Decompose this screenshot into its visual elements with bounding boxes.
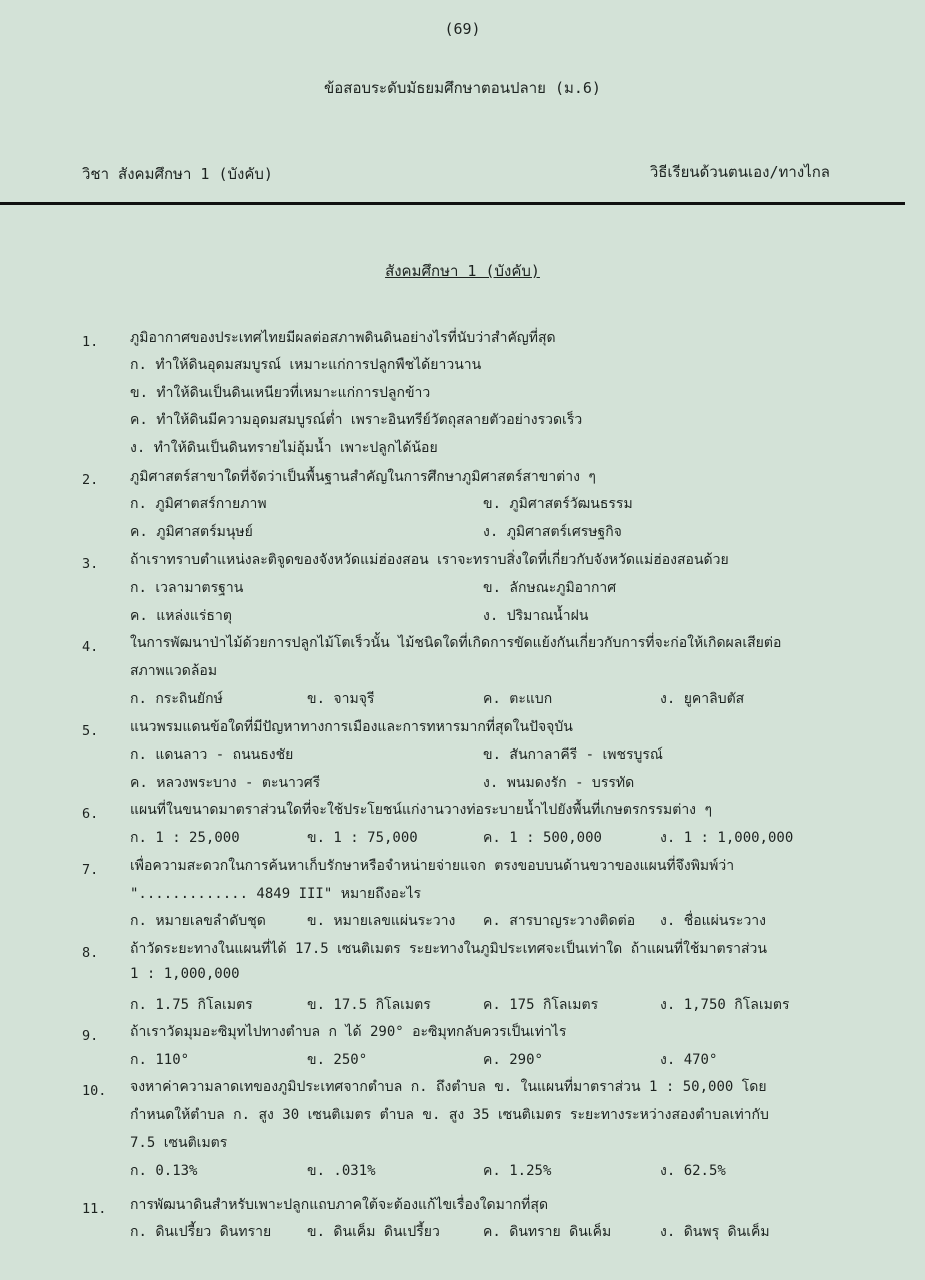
option-d: ง. ทำให้ดินเป็นดินทรายไม่อุ้มน้ำ เพาะปลูกได้น้อย [130, 440, 438, 456]
option-d: ง. พนมดงรัก - บรรทัด [483, 775, 635, 791]
question-text: ถ้าเราทราบตำแหน่งละติจูดของจังหวัดแม่ฮ่องสอน เราจะทราบสิ่งใดที่เกี่ยวกับจังหวัดแม่ฮ่องสอนด้วย [130, 552, 729, 568]
question-text: แผนที่ในขนาดมาตราส่วนใดที่จะใช้ประโยชน์แก่งานวางท่อระบายน้ำไปยังพื้นที่เกษตรกรรมต่าง ๆ [130, 802, 712, 818]
option-b: ข. จามจุรี [307, 691, 375, 707]
question-text: ถ้าวัดระยะทางในแผนที่ได้ 17.5 เซนติเมตร ระยะทางในภูมิประเทศจะเป็นเท่าใด ถ้าแผนที่ใช้มาตราส่วน [130, 941, 767, 957]
question-number: 11. [82, 1201, 107, 1217]
option-c: ค. หลวงพระบาง - ตะนาวศรี [130, 775, 321, 791]
option-b: ข. ลักษณะภูมิอากาศ [483, 580, 617, 596]
subject-label: วิชา สังคมศึกษา 1 (บังคับ) [82, 165, 273, 183]
option-a: ก. หมายเลขลำดับชุด [130, 913, 266, 929]
option-a: ก. ภูมิศาตสร์กายภาพ [130, 496, 267, 512]
option-b: ข. .031% [307, 1163, 376, 1179]
question-text-line-2: สภาพแวดล้อม [130, 663, 218, 679]
option-c: ค. 290° [483, 1052, 543, 1068]
option-a: ก. ดินเปรี้ยว ดินทราย [130, 1224, 272, 1240]
option-c: ค. สารบาญระวางติดต่อ [483, 913, 636, 929]
option-d: ง. ยูคาลิบตัส [660, 691, 745, 707]
option-c: ค. 175 กิโลเมตร [483, 997, 599, 1013]
option-a: ก. ทำให้ดินอุดมสมบูรณ์ เหมาะแก่การปลูกพืชได้ยาวนาน [130, 357, 482, 373]
option-b: ข. 250° [307, 1052, 368, 1068]
exam-header-title: ข้อสอบระดับมัธยมศึกษาตอนปลาย (ม.6) [324, 79, 601, 97]
option-b: ข. 17.5 กิโลเมตร [307, 997, 431, 1013]
option-d: ง. 470° [660, 1052, 718, 1068]
question-number: 5. [82, 723, 99, 739]
question-number: 2. [82, 472, 99, 488]
option-b: ข. ดินเค็ม ดินเปรี้ยว [307, 1224, 440, 1240]
option-d: ง. ชื่อแผ่นระวาง [660, 913, 766, 929]
section-title: สังคมศึกษา 1 (บังคับ) [385, 262, 540, 280]
option-d: ง. ปริมาณน้ำฝน [483, 608, 589, 624]
question-text-line-2: กำหนดให้ตำบล ก. สูง 30 เซนติเมตร ตำบล ข. สูง 35 เซนติเมตร ระยะทางระหว่างสองตำบลเท่ากับ [130, 1107, 769, 1123]
question-text: ในการพัฒนาป่าไม้ด้วยการปลูกไม้โตเร็วนั้น ไม้ชนิดใดที่เกิดการขัดแย้งกันเกี่ยวกับการที่จะก่อให้เกิดผลเสียต่อ [130, 635, 782, 651]
option-d: ง. 1 : 1,000,000 [660, 830, 794, 846]
option-d: ง. ภูมิศาสตร์เศรษฐกิจ [483, 524, 622, 540]
option-b: ข. สันกาลาคีรี - เพชรบูรณ์ [483, 747, 663, 763]
option-b: ข. 1 : 75,000 [307, 830, 418, 846]
option-c: ค. ทำให้ดินมีความอุดมสมบูรณ์ต่ำ เพราะอินทรีย์วัตถุสลายตัวอย่างรวดเร็ว [130, 412, 583, 428]
question-number: 7. [82, 862, 99, 878]
option-a: ก. แดนลาว - ถนนธงชัย [130, 747, 294, 763]
option-d: ง. 1,750 กิโลเมตร [660, 997, 790, 1013]
option-c: ค. ภูมิศาสตร์มนุษย์ [130, 524, 253, 540]
option-a: ก. 1 : 25,000 [130, 830, 240, 846]
option-d: ง. ดินพรุ ดินเค็ม [660, 1224, 770, 1240]
study-method-label: วิธีเรียนด้วนตนเอง/ทางไกล [649, 163, 830, 181]
option-a: ก. 0.13% [130, 1163, 198, 1179]
option-a: ก. 110° [130, 1052, 190, 1068]
question-text: ภูมิศาสตร์สาขาใดที่จัดว่าเป็นพื้นฐานสำคัญในการศึกษาภูมิศาสตร์สาขาต่าง ๆ [130, 469, 596, 485]
question-text-line-2: "............. 4849 III" หมายถึงอะไร [130, 886, 422, 902]
option-c: ค. 1 : 500,000 [483, 830, 602, 846]
option-c: ค. แหล่งแร่ธาตุ [130, 608, 232, 624]
option-a: ก. 1.75 กิโลเมตร [130, 997, 253, 1013]
question-text-line-2: 1 : 1,000,000 [130, 966, 240, 982]
option-c: ค. ตะแบก [483, 691, 553, 707]
option-b: ข. ภูมิศาสตร์วัฒนธรรม [483, 496, 633, 512]
option-a: ก. เวลามาตรฐาน [130, 580, 244, 596]
header-divider [0, 202, 905, 205]
question-number: 1. [82, 334, 99, 350]
question-number: 9. [82, 1028, 99, 1044]
question-number: 8. [82, 945, 99, 961]
question-text-line-3: 7.5 เซนติเมตร [130, 1135, 228, 1151]
question-number: 4. [82, 639, 99, 655]
question-text: การพัฒนาดินสำหรับเพาะปลูกแถบภาคใต้จะต้องแก้ไขเรื่องใดมากที่สุด [130, 1197, 549, 1213]
question-text: ถ้าเราวัดมุมอะซิมุทไปทางตำบล ก ได้ 290° อะซิมุทกลับควรเป็นเท่าไร [130, 1024, 567, 1040]
page-number: (69) [444, 20, 481, 38]
question-text: จงหาค่าความลาดเทของภูมิประเทศจากตำบล ก. ถึงตำบล ข. ในแผนที่มาตราส่วน 1 : 50,000 โดย [130, 1079, 767, 1095]
option-d: ง. 62.5% [660, 1163, 726, 1179]
question-text: แนวพรมแดนข้อใดที่มีปัญหาทางการเมืองและการทหารมากที่สุดในปัจจุบัน [130, 719, 573, 735]
option-c: ค. 1.25% [483, 1163, 552, 1179]
question-text: ภูมิอากาศของประเทศไทยมีผลต่อสภาพดินดินอย่างไรที่นับว่าสำคัญที่สุด [130, 330, 556, 346]
option-b: ข. หมายเลขแผ่นระวาง [307, 913, 456, 929]
option-a: ก. กระถินยักษ์ [130, 691, 223, 707]
option-b: ข. ทำให้ดินเป็นดินเหนียวที่เหมาะแก่การปลูกข้าว [130, 385, 431, 401]
question-number: 10. [82, 1083, 107, 1099]
question-number: 3. [82, 556, 99, 572]
question-number: 6. [82, 806, 99, 822]
question-text: เพื่อความสะดวกในการค้นหาเก็บรักษาหรือจำหน่ายจ่ายแจก ตรงขอบบนด้านขวาของแผนที่จึงพิมพ์ว่า [130, 858, 735, 874]
option-c: ค. ดินทราย ดินเค็ม [483, 1224, 612, 1240]
